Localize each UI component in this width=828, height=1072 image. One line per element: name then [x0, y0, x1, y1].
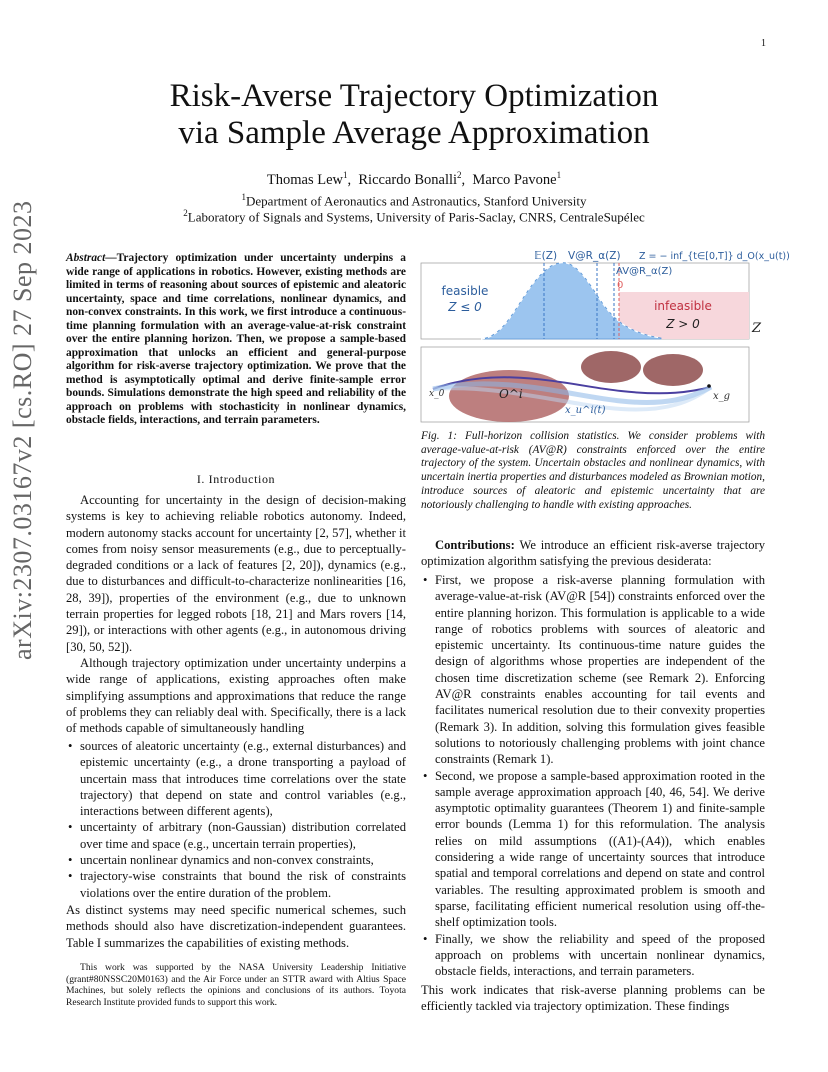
trajectory-panel [421, 347, 749, 422]
z-axis-label: Z [752, 321, 762, 336]
risk-distribution-panel [421, 263, 762, 339]
contributions-intro [421, 537, 765, 570]
contrib-text: We introduce an efficient risk-averse trajectory optimization algorithm satisfying the previous desiderata: [421, 538, 765, 569]
expectation-label: 𝔼(Z) [534, 250, 558, 262]
figure-caption: Fig. 1: Full-horizon collision statistics. We consider problems with average-value-at-risk (AV@R) constraints enforced over the entire trajectory of the system. Uncertain obstacles and nonlinear dynamics, with uncertain inertia properties and disturbances modeled as Brownian motion, introduce sources of aleatoric and epistemic uncertainty that are notoriously challenging to handle with existing approaches. [421, 430, 765, 511]
author-affil-sup: 2 [457, 170, 462, 180]
author-affil-sup: 1 [556, 170, 562, 180]
list-item: • First, we propose a risk-averse planning formulation with average-value-at-risk (AV@R [54]) constraints enforced over the entire planning horizon. This formulation is applicable to a wide range of robotics problems with sources of aleatoric and epistemic uncertainty. Its continuous-time nature guides the design of algorithms whose properties are independent of the chosen time discretization scheme (see Remark 2). Enforcing AV@R constraints enables accounting for tail events and facilitates numerical resolution due to their convexity properties (Remark 3). In addition, solving this formulation gives feasible solutions to notoriously challenging problems with joint chance constraints (Remark 1). [421, 572, 765, 768]
abstract-text: —Trajectory optimization under uncertainty underpins a wide range of applications in robotics. However, existing methods are limited in terms of reasoning about sources of epistemic and aleatoric uncertainty, space and time correlations, nonlinear dynamics, and non-convex constraints. In this work, we first introduce a continuous-time planning formulation with an average-value-at-risk constraint over the entire planning horizon. Then, we propose a sample-based approximation that unlocks an efficient and general-purpose algorithm for risk-averse trajectory optimization. We prove that the method is asymptotically optimal and derive finite-sample error bounds. Simulations demonstrate the high speed and reliability of the approach on problems with stochasticity in nonlinear dynamics, obstacle fields, interactions, and terrain parameters. [66, 252, 406, 426]
requirements-list [66, 738, 406, 901]
affil-sup: 2 [183, 208, 188, 218]
infeasible-condition: Z > 0 [666, 317, 700, 331]
title-line-2: via Sample Average Approximation [178, 115, 650, 151]
paragraph-text: Accounting for uncertainty in the design of decision-making systems is key to achieving reliable robotics autonomy. Indeed, modern autonomy stacks account for uncertainty [2, 57], whether it comes from noisy sensor measurements (e.g., due to perceptually-degraded conditions or a lack of features [2, 20]), dynamics (e.g., due to disturbances and difficult-to-characterize nonlinearities [16, 28, 39]), properties of the environment (e.g., due to unknown terrain properties for legged robots [18, 21] and Mars rovers [14, 29]), or interactions with other agents (e.g., in autonomous driving [30, 50, 52]). [66, 493, 406, 654]
contributions-list [421, 572, 765, 979]
intro-paragraph: As distinct systems may need specific numerical schemes, such methods should also have discretization-independent guarantees. Table I summarizes the capabilities of existing methods. [66, 903, 406, 950]
list-item: • uncertain nonlinear dynamics and non-convex constraints, [66, 852, 406, 868]
affiliation [0, 208, 828, 225]
affil-text: Department of Aeronautics and Astronautics, Stanford University [246, 193, 587, 209]
footnote [66, 962, 406, 1008]
infeasible-label: infeasible [654, 299, 712, 313]
author-list: Thomas Lew$^1$, Riccardo Bonalli$^2$, Marco Pavone$^1$ [266, 170, 562, 188]
abstract [66, 252, 406, 428]
paragraph-text: Although trajectory optimization under uncertainty underpins a wide range of applications, existing approaches often make simplifying assumptions and approximations that reduce the range of problems they can reliably deal with. Specifically, there is a lack of methods capable of simultaneously handling [66, 656, 406, 736]
intro-paragraph [66, 492, 406, 655]
avar-label: AV@R_α(Z) [616, 266, 673, 277]
obstacle-label: O^i [499, 387, 523, 401]
author-affil-sup: 1 [343, 170, 348, 180]
section-heading: I. Introduction [196, 472, 276, 486]
feasible-condition: Z ≤ 0 [448, 300, 482, 314]
z-definition-label: Z = − inf_{t∈[0,T]} d_O(x_u(t)) [639, 251, 790, 262]
affil-sup: 1 [241, 192, 247, 202]
intro-paragraph [66, 655, 406, 736]
start-label: x_0 [429, 389, 445, 399]
closing-paragraph: This work indicates that risk-averse planning problems can be efficiently tackled via trajectory optimization. These findings [421, 983, 765, 1014]
list-item: • uncertainty of arbitrary (non-Gaussian) distribution correlated over time and space (e.g., uncertain terrain properties), [66, 819, 406, 852]
paper-title [0, 78, 828, 152]
title-line-1: Risk-Averse Trajectory Optimization [169, 78, 659, 114]
affil-text: Laboratory of Signals and Systems, University of Paris-Saclay, CNRS, CentraleSupélec [187, 209, 645, 225]
list-item: • trajectory-wise constraints that bound the risk of constraints violations over the entire duration of the problem. [66, 868, 406, 901]
author-name: Riccardo Bonalli [358, 171, 458, 188]
goal-label: x_g [713, 391, 731, 402]
list-item: • Second, we propose a sample-based approximation rooted in the sample average approximation approach [40, 46, 54]. We derive asymptotic optimality guarantees (Theorem 1) and finite-sample error bounds (Lemma 1) for this reformulation. The analysis relies on mild assumptions ((A1)-(A4)), which enables considering a wide range of uncertainty sources that introduce spatial and temporal correlations and depend on state and control variables. The resulting approximated problem is smooth and sparse, facilitating efficient numerical resolution using off-the-shelf optimization tools. [421, 768, 765, 931]
author-name: Thomas Lew [266, 171, 344, 188]
affiliation [0, 192, 828, 209]
goal-point [707, 384, 711, 388]
feasible-label: feasible [441, 284, 489, 298]
abstract-label: Abstract [66, 252, 106, 264]
trajectory-label: x_u^i(t) [565, 405, 606, 416]
figure-1 [421, 246, 790, 426]
page-number: 1 [761, 38, 766, 49]
footnote-text: This work was supported by the NASA University Leadership Initiative (grant#80NSSC20M0163) and the Air Force under an STTR award with Altius Space Machines, but solely reflects the opinions and conclusions of its authors. Toyota Research Institute provided funds to support this work. [66, 962, 406, 1008]
var-label: V@R_α(Z) [568, 250, 621, 262]
list-item: • sources of aleatoric uncertainty (e.g., external disturbances) and epistemic uncertainty (e.g., a drone transporting a payload of uncertain mass that introduces time correlations over the state trajectory) that depend on state and control variables (e.g., interactions between different agents), [66, 738, 406, 819]
author-name: Marco Pavone [472, 171, 557, 188]
obstacle-right [643, 354, 703, 386]
list-item: • Finally, we show the reliability and speed of the proposed approach on problems with uncertain nonlinear dynamics, obstacle fields, interactions, and terrain parameters. [421, 931, 765, 980]
contrib-label: Contributions: [435, 538, 515, 552]
obstacle-mid [581, 351, 641, 383]
zero-label: 0 [617, 280, 624, 291]
arxiv-identifier: arXiv:2307.03167v2 [cs.RO] 27 Sep 2023 [8, 200, 37, 660]
